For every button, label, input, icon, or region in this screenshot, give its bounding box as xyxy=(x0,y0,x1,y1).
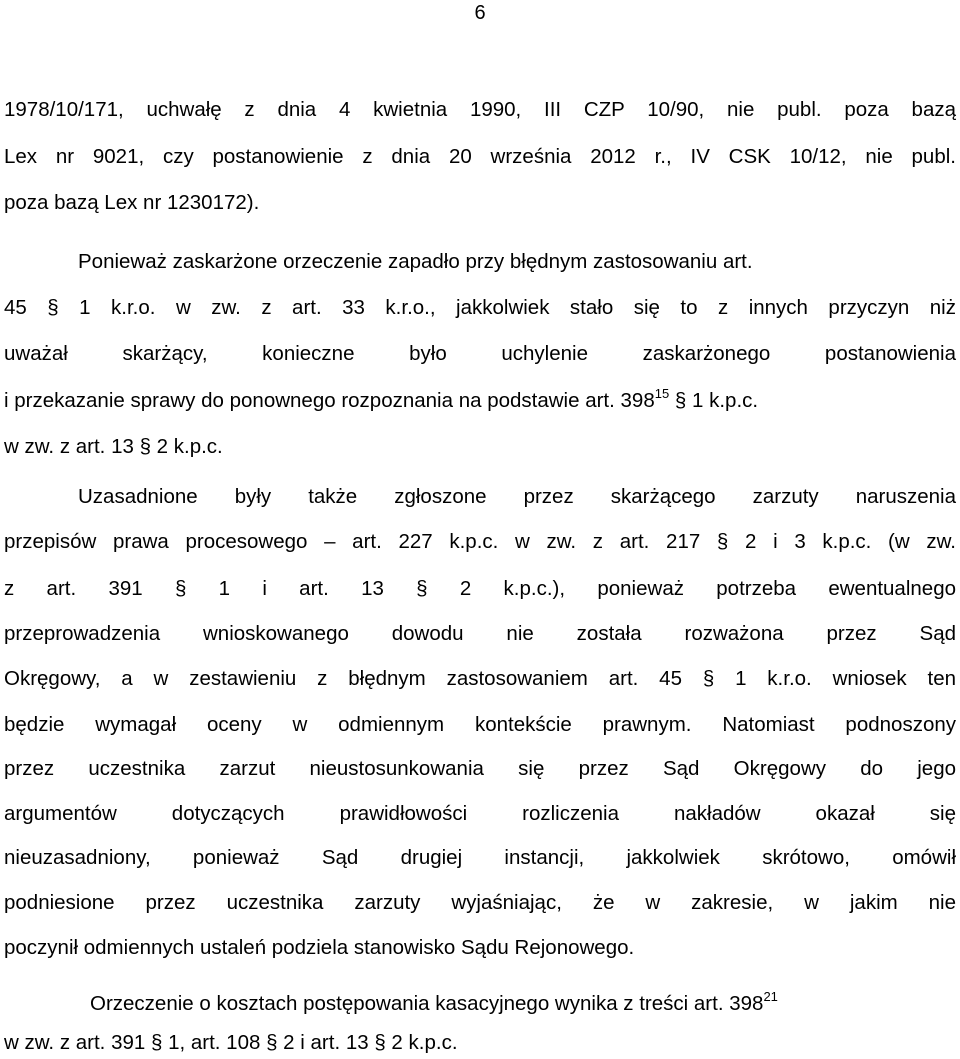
text-line: w zw. z art. 391 § 1, art. 108 § 2 i art. 13 § 2 k.p.c. xyxy=(4,1031,458,1054)
text-fragment: Orzeczenie o kosztach postępowania kasacyjnego wynika z treści art. 398 xyxy=(90,992,764,1015)
text-line: uważał skarżący, konieczne było uchylenie zaskarżonego postanowienia xyxy=(4,342,956,365)
text-line: Lex nr 9021, czy postanowienie z dnia 20 września 2012 r., IV CSK 10/12, nie publ. xyxy=(4,145,956,168)
superscript: 21 xyxy=(763,989,778,1004)
text-line: argumentów dotyczących prawidłowości rozliczenia nakładów okazał się xyxy=(4,802,956,825)
text-line xyxy=(4,386,956,412)
text-line: Okręgowy, a w zestawieniu z błędnym zastosowaniem art. 45 § 1 k.r.o. wniosek ten xyxy=(4,667,956,690)
text-line: Ponieważ zaskarżone orzeczenie zapadło przy błędnym zastosowaniu art. xyxy=(78,250,753,273)
superscript: 15 xyxy=(654,386,670,401)
text-line: przez uczestnika zarzut nieustosunkowania się przez Sąd Okręgowy do jego xyxy=(4,757,956,780)
text-line: będzie wymagał oceny w odmiennym kontekście prawnym. Natomiast podnoszony xyxy=(4,713,956,736)
text-line: przepisów prawa procesowego – art. 227 k.p.c. w zw. z art. 217 § 2 i 3 k.p.c. (w zw. xyxy=(4,530,956,553)
text-line: poczynił odmiennych ustaleń podziela stanowisko Sądu Rejonowego. xyxy=(4,936,635,959)
text-line: przeprowadzenia wnioskowanego dowodu nie została rozważona przez Sąd xyxy=(4,622,956,645)
text-fragment: i przekazanie sprawy do ponownego rozpoznania na podstawie art. 398 xyxy=(4,389,655,412)
text-line xyxy=(90,989,956,1015)
text-line: poza bazą Lex nr 1230172). xyxy=(4,191,260,214)
text-line: nieuzasadniony, ponieważ Sąd drugiej instancji, jakkolwiek skrótowo, omówił xyxy=(4,846,956,869)
text-line: 45 § 1 k.r.o. w zw. z art. 33 k.r.o., jakkolwiek stało się to z innych przyczyn niż xyxy=(4,296,956,319)
text-line: z art. 391 § 1 i art. 13 § 2 k.p.c.), ponieważ potrzeba ewentualnego xyxy=(4,577,956,600)
text-line: podniesione przez uczestnika zarzuty wyjaśniając, że w zakresie, w jakim nie xyxy=(4,891,956,914)
text-fragment: § 1 k.p.c. xyxy=(669,389,759,412)
text-line: 1978/10/171, uchwałę z dnia 4 kwietnia 1990, III CZP 10/90, nie publ. poza bazą xyxy=(4,98,956,121)
text-line: Uzasadnione były także zgłoszone przez skarżącego zarzuty naruszenia xyxy=(78,485,956,508)
text-line: w zw. z art. 13 § 2 k.p.c. xyxy=(4,435,223,458)
page-number: 6 xyxy=(474,2,486,24)
